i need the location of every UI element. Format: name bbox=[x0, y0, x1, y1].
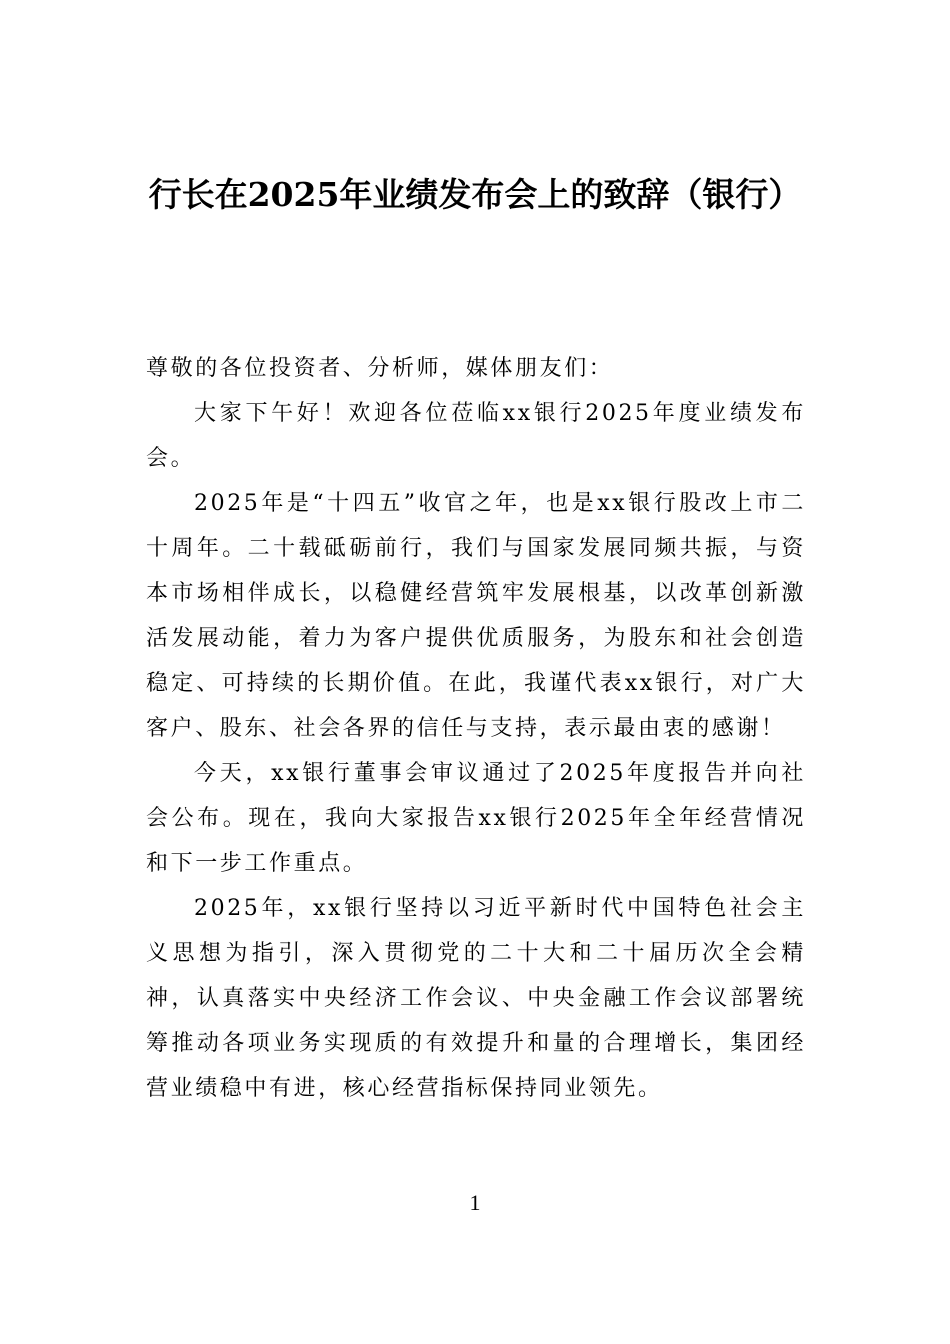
document-title: 行长在2025年业绩发布会上的致辞（银行） bbox=[148, 175, 802, 214]
greeting-paragraph: 大家下午好！欢迎各位莅临xx银行2025年度业绩发布会。 bbox=[146, 401, 806, 471]
salutation-paragraph: 尊敬的各位投资者、分析师，媒体朋友们： bbox=[146, 356, 614, 381]
performance-paragraph: 2025年，xx银行坚持以习近平新时代中国特色社会主义思想为指引，深入贯彻党的二十大和二十届历次全会精神，认真落实中央经济工作会议、中央金融工作会议部署统筹推动各项业务实现质的有效提升和量的合理增长，集团经营业绩稳中有进，核心经营指标保持同业领先。 bbox=[146, 896, 806, 1101]
report-intro-paragraph: 今天，xx银行董事会审议通过了2025年度报告并向社会公布。现在，我向大家报告xx银行2025年全年经营情况和下一步工作重点。 bbox=[146, 761, 806, 876]
document-body bbox=[146, 346, 806, 1111]
page-number: 1 bbox=[469, 1190, 481, 1215]
anniversary-paragraph: 2025年是“十四五”收官之年，也是xx银行股改上市二十周年。二十载砥砺前行，我们与国家发展同频共振，与资本市场相伴成长，以稳健经营筑牢发展根基，以改革创新激活发展动能，着力为客户提供优质服务，为股东和社会创造稳定、可持续的长期价值。在此，我谨代表xx银行，对广大客户、股东、社会各界的信任与支持，表示最由衷的感谢！ bbox=[146, 491, 806, 741]
